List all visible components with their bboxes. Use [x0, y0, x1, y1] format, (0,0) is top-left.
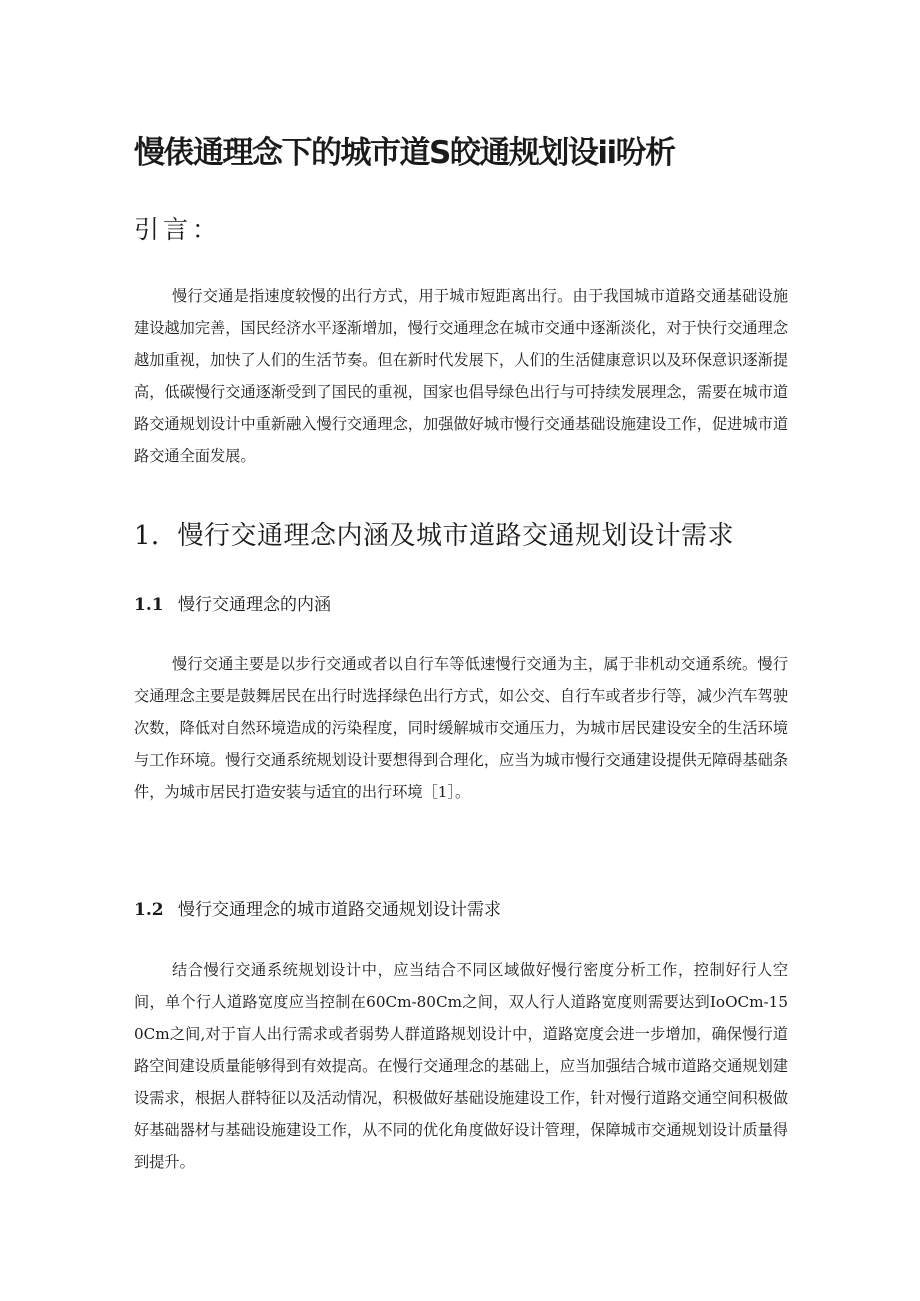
document-title: 慢俵通理念下的城市道S皎通规划设ii吩析 — [134, 135, 675, 171]
subsection-1-2-paragraph: 结合慢行交通系统规划设计中，应当结合不同区域做好慢行密度分析工作，控制好行人空间，单个行人道路宽度应当控制在60Cm-80Cm之间，双人行人道路宽度则需要达到IoOCm-150Cm之间,对于盲人出行需求或者弱势人群道路规划设计中，道路宽度会进一步增加，确保慢行道路空间建设质量能够得到有效提高。在慢行交通理念的基础上，应当加强结合城市道路交通规划建设需求，根据人群特征以及活动情况，积极做好基础设施建设工作，针对慢行道路交通空间积极做好基础器材与基础设施建设工作，从不同的优化角度做好设计管理，保障城市交通规划设计质量得到提升。 — [134, 961, 788, 1171]
intro-heading: 引言： — [134, 215, 222, 244]
subsection-1-1-title: 慢行交通理念的内涵 — [178, 595, 331, 615]
subsection-1-2-title: 慢行交通理念的城市道路交通规划设计需求 — [178, 900, 501, 920]
subsection-1-1-paragraph: 慢行交通主要是以步行交通或者以自行车等低速慢行交通为主，属于非机动交通系统。慢行交通理念主要是鼓舞居民在出行时选择绿色出行方式，如公交、自行车或者步行等，减少汽车驾驶次数，降低对自然环境造成的污染程度，同时缓解城市交通压力，为城市居民建设安全的生活环境与工作环境。慢行交通系统规划设计要想得到合理化，应当为城市慢行交通建设提供无障碍基础条件，为城市居民打造安装与适宜的出行环境［1］。 — [134, 655, 788, 801]
subsection-1-2-number: 1.2 — [134, 900, 164, 920]
subsection-1-1-number: 1.1 — [134, 595, 164, 615]
intro-paragraph: 慢行交通是指速度较慢的出行方式，用于城市短距离出行。由于我国城市道路交通基础设施建设越加完善，国民经济水平逐渐增加，慢行交通理念在城市交通中逐渐淡化，对于快行交通理念越加重视，加快了人们的生活节奏。但在新时代发展下，人们的生活健康意识以及环保意识逐渐提高，低碳慢行交通逐渐受到了国民的重视，国家也倡导绿色出行与可持续发展理念，需要在城市道路交通规划设计中重新融入慢行交通理念，加强做好城市慢行交通基础设施建设工作，促进城市道路交通全面发展。 — [134, 287, 788, 465]
subsection-1-2-heading — [134, 896, 501, 924]
subsection-1-1-heading — [134, 591, 331, 619]
section-1-heading: 1．慢行交通理念内涵及城市道路交通规划设计需求 — [134, 521, 735, 551]
